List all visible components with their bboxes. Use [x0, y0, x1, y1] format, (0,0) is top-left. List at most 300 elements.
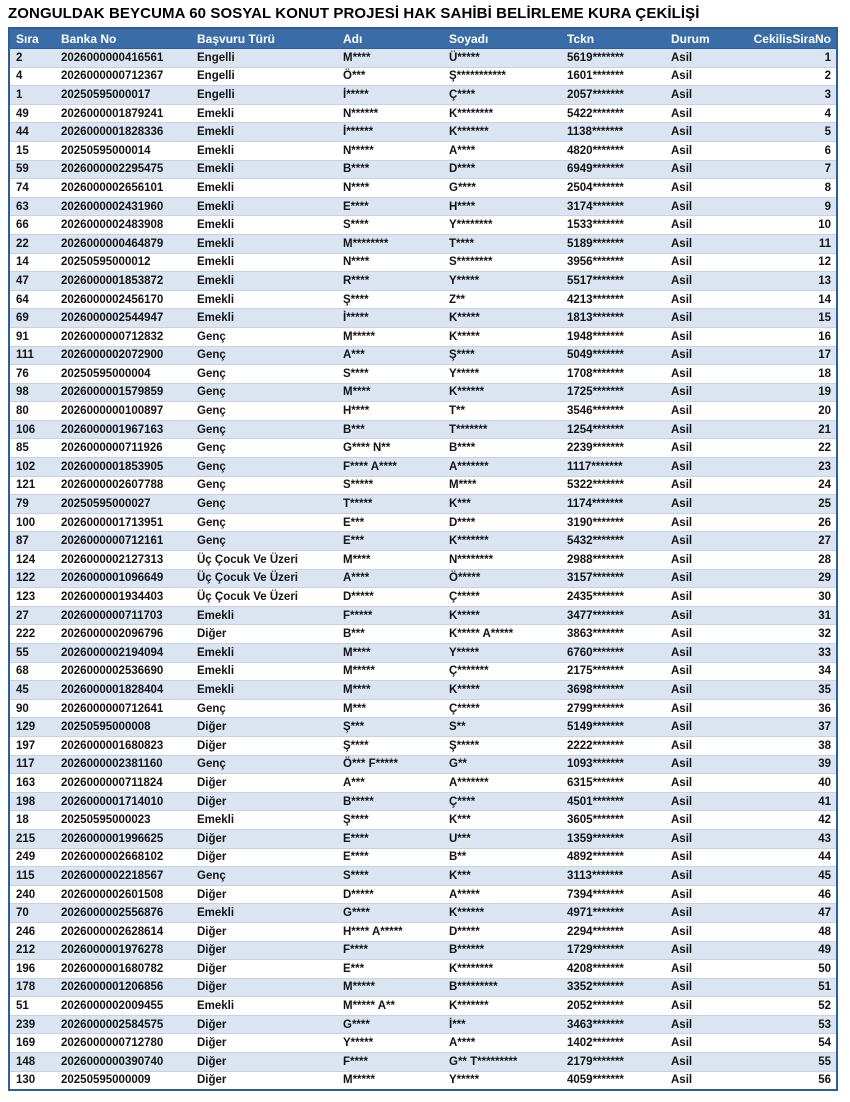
cell-soyadi: Ö*****	[443, 569, 561, 588]
cell-adi: M****	[337, 551, 443, 570]
cell-sira: 196	[9, 960, 55, 979]
cell-sira: 87	[9, 532, 55, 551]
cell-adi: M****	[337, 383, 443, 402]
cell-basvuru-turu: Genç	[191, 699, 337, 718]
cell-adi: D*****	[337, 588, 443, 607]
cell-basvuru-turu: Emekli	[191, 160, 337, 179]
cell-adi: E****	[337, 829, 443, 848]
cell-soyadi: K******	[443, 383, 561, 402]
cell-durum: Asil	[665, 346, 721, 365]
table-row	[9, 755, 837, 774]
cell-adi: M*****	[337, 978, 443, 997]
cell-tckn: 2294*******	[561, 922, 665, 941]
cell-adi: E****	[337, 197, 443, 216]
col-header-basvuru-turu: Başvuru Türü	[191, 28, 337, 49]
cell-durum: Asil	[665, 513, 721, 532]
table-row	[9, 346, 837, 365]
cell-banka-no: 2026000000712367	[55, 67, 191, 86]
cell-basvuru-turu: Genç	[191, 495, 337, 514]
cell-banka-no: 2026000001934403	[55, 588, 191, 607]
cell-durum: Asil	[665, 904, 721, 923]
cell-cekilis-sira-no: 20	[721, 402, 837, 421]
cell-cekilis-sira-no: 47	[721, 904, 837, 923]
cell-sira: 215	[9, 829, 55, 848]
cell-basvuru-turu: Emekli	[191, 253, 337, 272]
cell-basvuru-turu: Diğer	[191, 848, 337, 867]
cell-sira: 18	[9, 811, 55, 830]
cell-sira: 212	[9, 941, 55, 960]
cell-basvuru-turu: Diğer	[191, 978, 337, 997]
cell-banka-no: 2026000000712641	[55, 699, 191, 718]
cell-tckn: 6315*******	[561, 774, 665, 793]
cell-tckn: 4820*******	[561, 141, 665, 160]
col-header-tckn: Tckn	[561, 28, 665, 49]
cell-durum: Asil	[665, 681, 721, 700]
cell-adi: M***	[337, 699, 443, 718]
cell-durum: Asil	[665, 104, 721, 123]
cell-banka-no: 2026000001853872	[55, 272, 191, 291]
cell-adi: M****	[337, 49, 443, 68]
cell-sira: 197	[9, 736, 55, 755]
cell-tckn: 2988*******	[561, 551, 665, 570]
cell-tckn: 7394*******	[561, 885, 665, 904]
table-row	[9, 309, 837, 328]
table-row	[9, 290, 837, 309]
cell-cekilis-sira-no: 28	[721, 551, 837, 570]
table-row	[9, 458, 837, 477]
cell-durum: Asil	[665, 327, 721, 346]
cell-banka-no: 2026000002218567	[55, 867, 191, 886]
cell-sira: 70	[9, 904, 55, 923]
cell-adi: S****	[337, 365, 443, 384]
cell-durum: Asil	[665, 1034, 721, 1053]
cell-tckn: 2222*******	[561, 736, 665, 755]
cell-cekilis-sira-no: 9	[721, 197, 837, 216]
cell-cekilis-sira-no: 37	[721, 718, 837, 737]
cell-banka-no: 20250595000014	[55, 141, 191, 160]
cell-cekilis-sira-no: 26	[721, 513, 837, 532]
cell-sira: 198	[9, 792, 55, 811]
cell-adi: N******	[337, 104, 443, 123]
cell-tckn: 3863*******	[561, 625, 665, 644]
cell-sira: 90	[9, 699, 55, 718]
cell-basvuru-turu: Emekli	[191, 141, 337, 160]
cell-basvuru-turu: Genç	[191, 755, 337, 774]
cell-cekilis-sira-no: 54	[721, 1034, 837, 1053]
cell-adi: M***** A**	[337, 997, 443, 1016]
cell-cekilis-sira-no: 36	[721, 699, 837, 718]
cell-adi: M*****	[337, 1071, 443, 1090]
cell-cekilis-sira-no: 1	[721, 49, 837, 68]
cell-durum: Asil	[665, 402, 721, 421]
cell-basvuru-turu: Üç Çocuk Ve Üzeri	[191, 588, 337, 607]
col-header-sira: Sıra	[9, 28, 55, 49]
cell-basvuru-turu: Diğer	[191, 1015, 337, 1034]
cell-soyadi: Ç*****	[443, 699, 561, 718]
cell-soyadi: B**	[443, 848, 561, 867]
cell-adi: D*****	[337, 885, 443, 904]
cell-adi: F****	[337, 1053, 443, 1072]
table-row	[9, 922, 837, 941]
cell-cekilis-sira-no: 7	[721, 160, 837, 179]
cell-banka-no: 2026000001206856	[55, 978, 191, 997]
cell-durum: Asil	[665, 383, 721, 402]
cell-soyadi: Ş****	[443, 346, 561, 365]
cell-tckn: 1601*******	[561, 67, 665, 86]
cell-sira: 240	[9, 885, 55, 904]
cell-banka-no: 2026000001828404	[55, 681, 191, 700]
table-row	[9, 402, 837, 421]
cell-banka-no: 2026000002536690	[55, 662, 191, 681]
cell-durum: Asil	[665, 309, 721, 328]
cell-cekilis-sira-no: 14	[721, 290, 837, 309]
cell-basvuru-turu: Engelli	[191, 86, 337, 105]
cell-durum: Asil	[665, 179, 721, 198]
table-row	[9, 104, 837, 123]
cell-soyadi: Ç*****	[443, 588, 561, 607]
table-row	[9, 960, 837, 979]
cell-cekilis-sira-no: 46	[721, 885, 837, 904]
cell-cekilis-sira-no: 18	[721, 365, 837, 384]
cell-basvuru-turu: Engelli	[191, 49, 337, 68]
cell-soyadi: M****	[443, 476, 561, 495]
table-row	[9, 1015, 837, 1034]
cell-basvuru-turu: Diğer	[191, 1034, 337, 1053]
cell-tckn: 3190*******	[561, 513, 665, 532]
table-row	[9, 569, 837, 588]
cell-basvuru-turu: Emekli	[191, 216, 337, 235]
cell-adi: E****	[337, 848, 443, 867]
cell-soyadi: B****	[443, 439, 561, 458]
cell-soyadi: K***** A*****	[443, 625, 561, 644]
cell-basvuru-turu: Diğer	[191, 960, 337, 979]
cell-soyadi: K*****	[443, 681, 561, 700]
cell-soyadi: Ş*****	[443, 736, 561, 755]
cell-durum: Asil	[665, 625, 721, 644]
cell-adi: F**** A****	[337, 458, 443, 477]
table-row	[9, 792, 837, 811]
cell-soyadi: İ***	[443, 1015, 561, 1034]
cell-banka-no: 2026000002628614	[55, 922, 191, 941]
cell-tckn: 2175*******	[561, 662, 665, 681]
cell-tckn: 5322*******	[561, 476, 665, 495]
cell-adi: H**** A*****	[337, 922, 443, 941]
cell-sira: 239	[9, 1015, 55, 1034]
cell-durum: Asil	[665, 848, 721, 867]
cell-tckn: 3352*******	[561, 978, 665, 997]
cell-basvuru-turu: Genç	[191, 327, 337, 346]
cell-banka-no: 2026000000711703	[55, 606, 191, 625]
cell-cekilis-sira-no: 15	[721, 309, 837, 328]
cell-sira: 47	[9, 272, 55, 291]
cell-tckn: 1138*******	[561, 123, 665, 142]
cell-durum: Asil	[665, 272, 721, 291]
table-row	[9, 179, 837, 198]
kura-results-table	[8, 27, 838, 1091]
cell-soyadi: Y*****	[443, 1071, 561, 1090]
cell-adi: S****	[337, 867, 443, 886]
table-row	[9, 625, 837, 644]
cell-adi: İ******	[337, 123, 443, 142]
cell-cekilis-sira-no: 31	[721, 606, 837, 625]
cell-soyadi: G**	[443, 755, 561, 774]
cell-cekilis-sira-no: 29	[721, 569, 837, 588]
cell-cekilis-sira-no: 23	[721, 458, 837, 477]
table-row	[9, 997, 837, 1016]
cell-cekilis-sira-no: 42	[721, 811, 837, 830]
cell-banka-no: 2026000001713951	[55, 513, 191, 532]
cell-banka-no: 2026000002096796	[55, 625, 191, 644]
cell-banka-no: 20250595000008	[55, 718, 191, 737]
cell-cekilis-sira-no: 16	[721, 327, 837, 346]
cell-adi: Ş***	[337, 718, 443, 737]
cell-banka-no: 2026000000464879	[55, 234, 191, 253]
cell-basvuru-turu: Genç	[191, 420, 337, 439]
cell-banka-no: 2026000000712780	[55, 1034, 191, 1053]
cell-soyadi: Ç*******	[443, 662, 561, 681]
cell-soyadi: D****	[443, 160, 561, 179]
cell-basvuru-turu: Emekli	[191, 606, 337, 625]
cell-banka-no: 2026000002556876	[55, 904, 191, 923]
col-header-durum: Durum	[665, 28, 721, 49]
table-row	[9, 86, 837, 105]
table-body	[9, 49, 837, 1091]
cell-durum: Asil	[665, 755, 721, 774]
table-row	[9, 420, 837, 439]
cell-tckn: 1948*******	[561, 327, 665, 346]
cell-sira: 14	[9, 253, 55, 272]
cell-cekilis-sira-no: 52	[721, 997, 837, 1016]
col-header-soyadi: Soyadı	[443, 28, 561, 49]
cell-adi: B*****	[337, 792, 443, 811]
cell-cekilis-sira-no: 45	[721, 867, 837, 886]
cell-banka-no: 2026000002601508	[55, 885, 191, 904]
cell-cekilis-sira-no: 11	[721, 234, 837, 253]
cell-sira: 129	[9, 718, 55, 737]
cell-durum: Asil	[665, 49, 721, 68]
cell-cekilis-sira-no: 17	[721, 346, 837, 365]
cell-basvuru-turu: Diğer	[191, 774, 337, 793]
cell-basvuru-turu: Genç	[191, 458, 337, 477]
cell-adi: Ö***	[337, 67, 443, 86]
cell-tckn: 1402*******	[561, 1034, 665, 1053]
cell-durum: Asil	[665, 551, 721, 570]
cell-tckn: 1729*******	[561, 941, 665, 960]
cell-cekilis-sira-no: 35	[721, 681, 837, 700]
cell-durum: Asil	[665, 1053, 721, 1072]
cell-sira: 74	[9, 179, 55, 198]
cell-adi: M********	[337, 234, 443, 253]
cell-cekilis-sira-no: 55	[721, 1053, 837, 1072]
cell-tckn: 1708*******	[561, 365, 665, 384]
cell-soyadi: S********	[443, 253, 561, 272]
cell-soyadi: K***	[443, 495, 561, 514]
table-header	[9, 28, 837, 49]
cell-cekilis-sira-no: 19	[721, 383, 837, 402]
cell-tckn: 3956*******	[561, 253, 665, 272]
cell-sira: 106	[9, 420, 55, 439]
cell-soyadi: Z**	[443, 290, 561, 309]
cell-tckn: 2799*******	[561, 699, 665, 718]
cell-sira: 63	[9, 197, 55, 216]
cell-tckn: 2239*******	[561, 439, 665, 458]
cell-sira: 123	[9, 588, 55, 607]
cell-basvuru-turu: Diğer	[191, 941, 337, 960]
cell-basvuru-turu: Diğer	[191, 1053, 337, 1072]
cell-durum: Asil	[665, 699, 721, 718]
cell-soyadi: S**	[443, 718, 561, 737]
cell-durum: Asil	[665, 960, 721, 979]
cell-banka-no: 2026000002072900	[55, 346, 191, 365]
cell-banka-no: 2026000000416561	[55, 49, 191, 68]
page-title: ZONGULDAK BEYCUMA 60 SOSYAL KONUT PROJESİ HAK SAHİBİ BELİRLEME KURA ÇEKİLİŞİ	[8, 5, 700, 22]
cell-soyadi: K*******	[443, 997, 561, 1016]
cell-durum: Asil	[665, 922, 721, 941]
table-row	[9, 1034, 837, 1053]
cell-sira: 55	[9, 644, 55, 663]
cell-adi: Ş****	[337, 736, 443, 755]
cell-banka-no: 20250595000004	[55, 365, 191, 384]
cell-soyadi: T*******	[443, 420, 561, 439]
cell-tckn: 1254*******	[561, 420, 665, 439]
cell-banka-no: 2026000002431960	[55, 197, 191, 216]
cell-sira: 4	[9, 67, 55, 86]
table-row	[9, 941, 837, 960]
cell-adi: N****	[337, 179, 443, 198]
cell-banka-no: 2026000001996625	[55, 829, 191, 848]
cell-durum: Asil	[665, 718, 721, 737]
cell-banka-no: 2026000000711824	[55, 774, 191, 793]
cell-adi: H****	[337, 402, 443, 421]
cell-soyadi: Y*****	[443, 365, 561, 384]
cell-tckn: 2052*******	[561, 997, 665, 1016]
cell-cekilis-sira-no: 21	[721, 420, 837, 439]
cell-tckn: 4892*******	[561, 848, 665, 867]
cell-basvuru-turu: Engelli	[191, 67, 337, 86]
cell-soyadi: Ü*****	[443, 49, 561, 68]
cell-basvuru-turu: Emekli	[191, 234, 337, 253]
cell-soyadi: A****	[443, 141, 561, 160]
cell-tckn: 3463*******	[561, 1015, 665, 1034]
cell-soyadi: K*****	[443, 327, 561, 346]
cell-basvuru-turu: Genç	[191, 476, 337, 495]
cell-basvuru-turu: Emekli	[191, 662, 337, 681]
table-row	[9, 811, 837, 830]
cell-adi: A***	[337, 774, 443, 793]
table-row	[9, 699, 837, 718]
cell-tckn: 3546*******	[561, 402, 665, 421]
cell-adi: B***	[337, 420, 443, 439]
cell-durum: Asil	[665, 420, 721, 439]
cell-durum: Asil	[665, 978, 721, 997]
cell-sira: 122	[9, 569, 55, 588]
cell-cekilis-sira-no: 5	[721, 123, 837, 142]
cell-soyadi: K********	[443, 960, 561, 979]
cell-basvuru-turu: Emekli	[191, 123, 337, 142]
table-row	[9, 774, 837, 793]
cell-durum: Asil	[665, 458, 721, 477]
cell-durum: Asil	[665, 774, 721, 793]
cell-basvuru-turu: Diğer	[191, 829, 337, 848]
cell-soyadi: G** T*********	[443, 1053, 561, 1072]
table-row	[9, 365, 837, 384]
cell-soyadi: N********	[443, 551, 561, 570]
cell-sira: 111	[9, 346, 55, 365]
cell-sira: 68	[9, 662, 55, 681]
cell-durum: Asil	[665, 495, 721, 514]
cell-soyadi: K*****	[443, 309, 561, 328]
cell-tckn: 5422*******	[561, 104, 665, 123]
cell-soyadi: K*******	[443, 532, 561, 551]
cell-banka-no: 2026000002009455	[55, 997, 191, 1016]
table-row	[9, 848, 837, 867]
cell-banka-no: 2026000001680782	[55, 960, 191, 979]
cell-cekilis-sira-no: 48	[721, 922, 837, 941]
cell-cekilis-sira-no: 4	[721, 104, 837, 123]
cell-tckn: 1725*******	[561, 383, 665, 402]
cell-basvuru-turu: Diğer	[191, 922, 337, 941]
cell-banka-no: 2026000001828336	[55, 123, 191, 142]
cell-soyadi: Ç****	[443, 86, 561, 105]
cell-cekilis-sira-no: 10	[721, 216, 837, 235]
cell-tckn: 4059*******	[561, 1071, 665, 1090]
cell-durum: Asil	[665, 1015, 721, 1034]
cell-tckn: 2179*******	[561, 1053, 665, 1072]
cell-cekilis-sira-no: 33	[721, 644, 837, 663]
cell-adi: A****	[337, 569, 443, 588]
table-row	[9, 327, 837, 346]
cell-banka-no: 2026000002127313	[55, 551, 191, 570]
cell-adi: B***	[337, 625, 443, 644]
cell-banka-no: 2026000001976278	[55, 941, 191, 960]
cell-durum: Asil	[665, 532, 721, 551]
cell-sira: 124	[9, 551, 55, 570]
cell-tckn: 3174*******	[561, 197, 665, 216]
cell-sira: 130	[9, 1071, 55, 1090]
cell-durum: Asil	[665, 867, 721, 886]
cell-sira: 76	[9, 365, 55, 384]
col-header-adi: Adı	[337, 28, 443, 49]
cell-sira: 80	[9, 402, 55, 421]
cell-banka-no: 2026000000712161	[55, 532, 191, 551]
cell-cekilis-sira-no: 8	[721, 179, 837, 198]
cell-adi: M****	[337, 681, 443, 700]
cell-banka-no: 2026000002483908	[55, 216, 191, 235]
cell-sira: 178	[9, 978, 55, 997]
cell-sira: 49	[9, 104, 55, 123]
cell-cekilis-sira-no: 22	[721, 439, 837, 458]
cell-durum: Asil	[665, 588, 721, 607]
cell-adi: N****	[337, 253, 443, 272]
cell-cekilis-sira-no: 38	[721, 736, 837, 755]
cell-banka-no: 2026000001579859	[55, 383, 191, 402]
cell-banka-no: 2026000001967163	[55, 420, 191, 439]
cell-tckn: 5619*******	[561, 49, 665, 68]
cell-tckn: 1117*******	[561, 458, 665, 477]
cell-adi: E***	[337, 513, 443, 532]
cell-soyadi: K***	[443, 867, 561, 886]
cell-durum: Asil	[665, 160, 721, 179]
cell-durum: Asil	[665, 253, 721, 272]
cell-basvuru-turu: Genç	[191, 439, 337, 458]
cell-durum: Asil	[665, 606, 721, 625]
cell-banka-no: 20250595000012	[55, 253, 191, 272]
cell-cekilis-sira-no: 39	[721, 755, 837, 774]
cell-basvuru-turu: Diğer	[191, 718, 337, 737]
cell-soyadi: A****	[443, 1034, 561, 1053]
table-row	[9, 978, 837, 997]
cell-sira: 117	[9, 755, 55, 774]
